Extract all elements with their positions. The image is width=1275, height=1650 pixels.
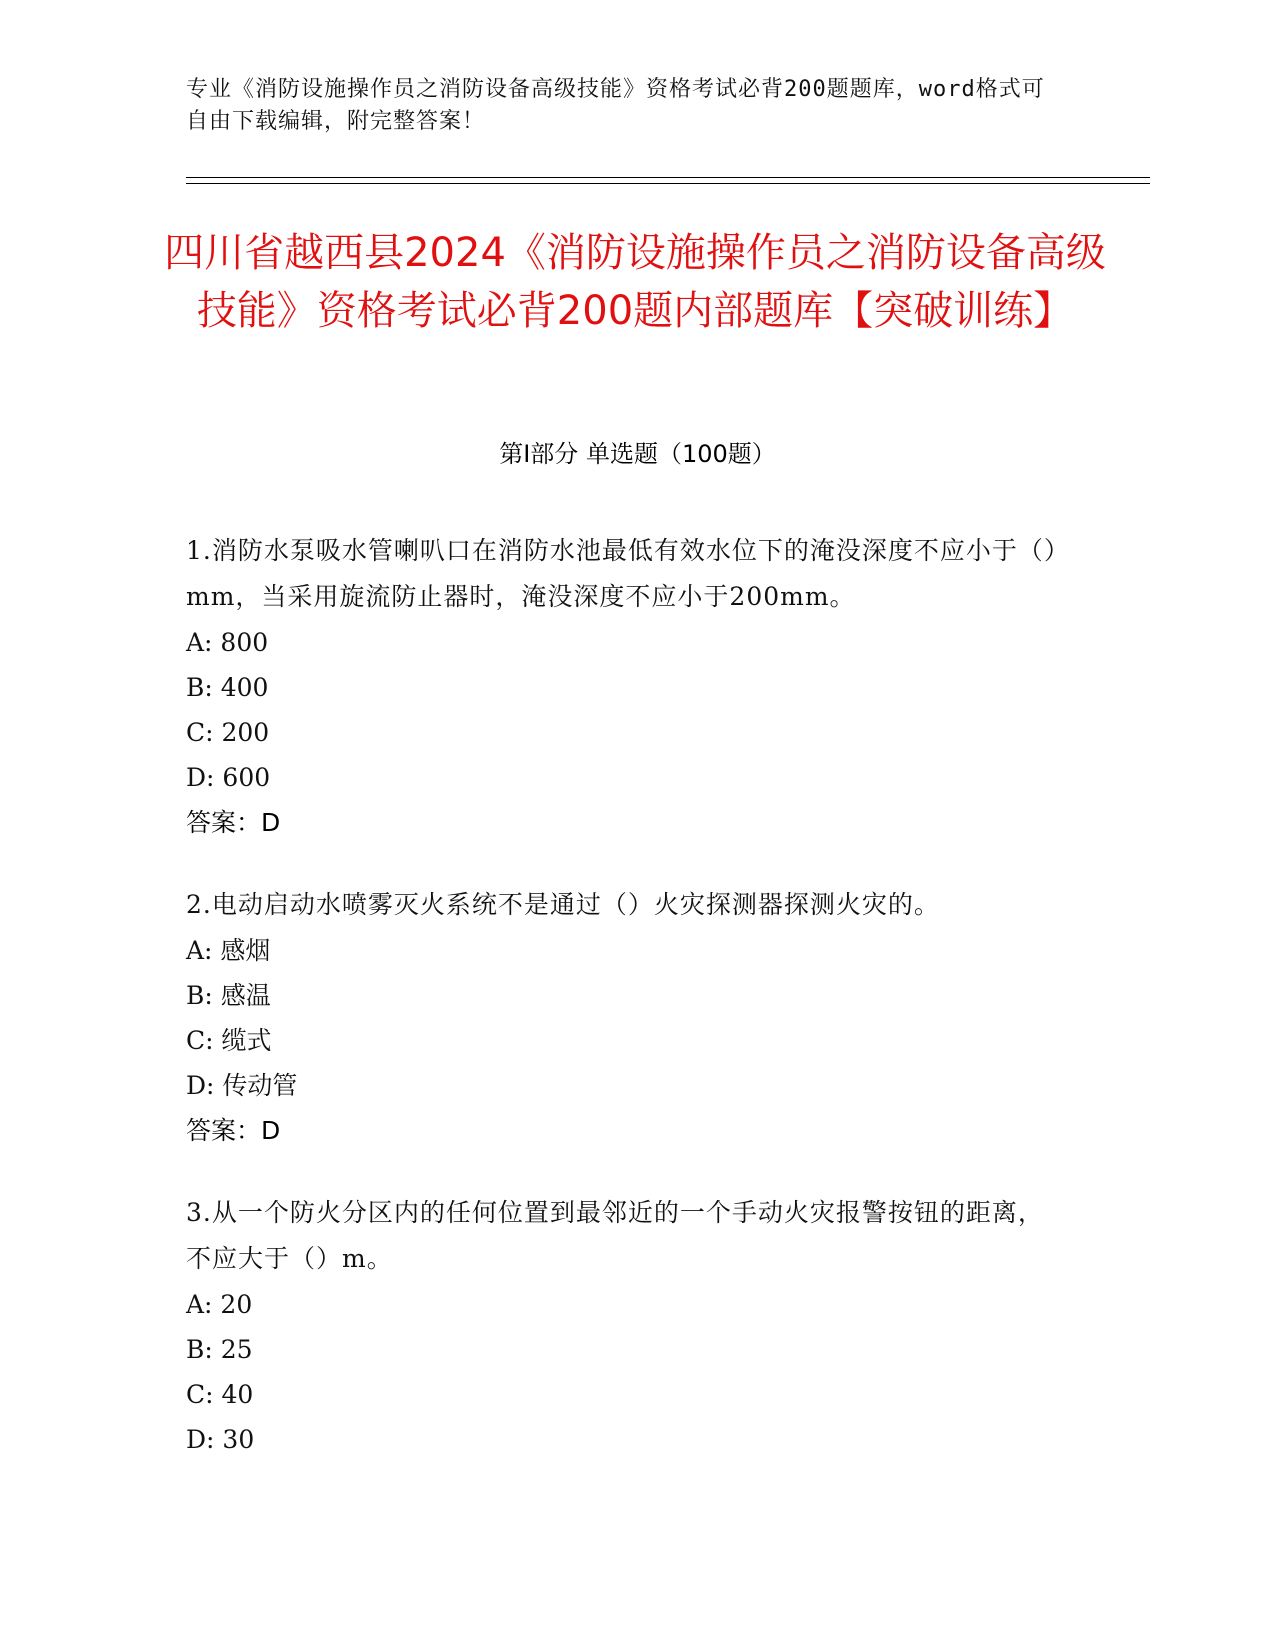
question-text: 2.电动启动水喷雾灭火系统不是通过（）火灾探测器探测火灾的。 (186, 890, 940, 919)
question-2 (186, 882, 1066, 1154)
question-text: 3.从一个防火分区内的任何位置到最邻近的一个手动火灾报警按钮的距离，不应大于（）m。 (186, 1198, 1044, 1273)
question-3 (186, 1190, 1066, 1462)
option-a: A: 800 (186, 628, 269, 657)
question-text: 1.消防水泵吸水管喇叭口在消防水池最低有效水位下的淹没深度不应小于（）mm，当采用旋流防止器时，淹没深度不应小于200mm。 (186, 536, 1058, 611)
question-1 (186, 528, 1066, 846)
option-d: D: 600 (186, 763, 271, 792)
answer-label: 答案：D (186, 1116, 281, 1145)
question-list (186, 528, 1066, 1498)
option-c: C: 200 (186, 718, 270, 747)
section-title: 第I部分 单选题（100题） (499, 440, 776, 468)
document-title: 四川省越西县2024《消防设施操作员之消防设备高级技能》资格考试必背200题内部题库【突破训练】 (164, 230, 1106, 334)
option-b: B: 25 (186, 1335, 253, 1364)
header-note: 专业《消防设施操作员之消防设备高级技能》资格考试必背200题题库，word格式可自由下载编辑，附完整答案！ (186, 77, 1045, 134)
option-b: B: 400 (186, 673, 269, 702)
option-c: C: 40 (186, 1380, 254, 1409)
option-d: D: 30 (186, 1425, 255, 1454)
header-rule-bottom (186, 183, 1150, 184)
answer-label: 答案：D (186, 808, 281, 837)
option-a: A: 感烟 (186, 936, 271, 965)
option-a: A: 20 (186, 1290, 253, 1319)
option-d: D: 传动管 (186, 1071, 298, 1100)
option-c: C: 缆式 (186, 1026, 272, 1055)
header-rule-top (186, 177, 1150, 178)
option-b: B: 感温 (186, 981, 271, 1010)
